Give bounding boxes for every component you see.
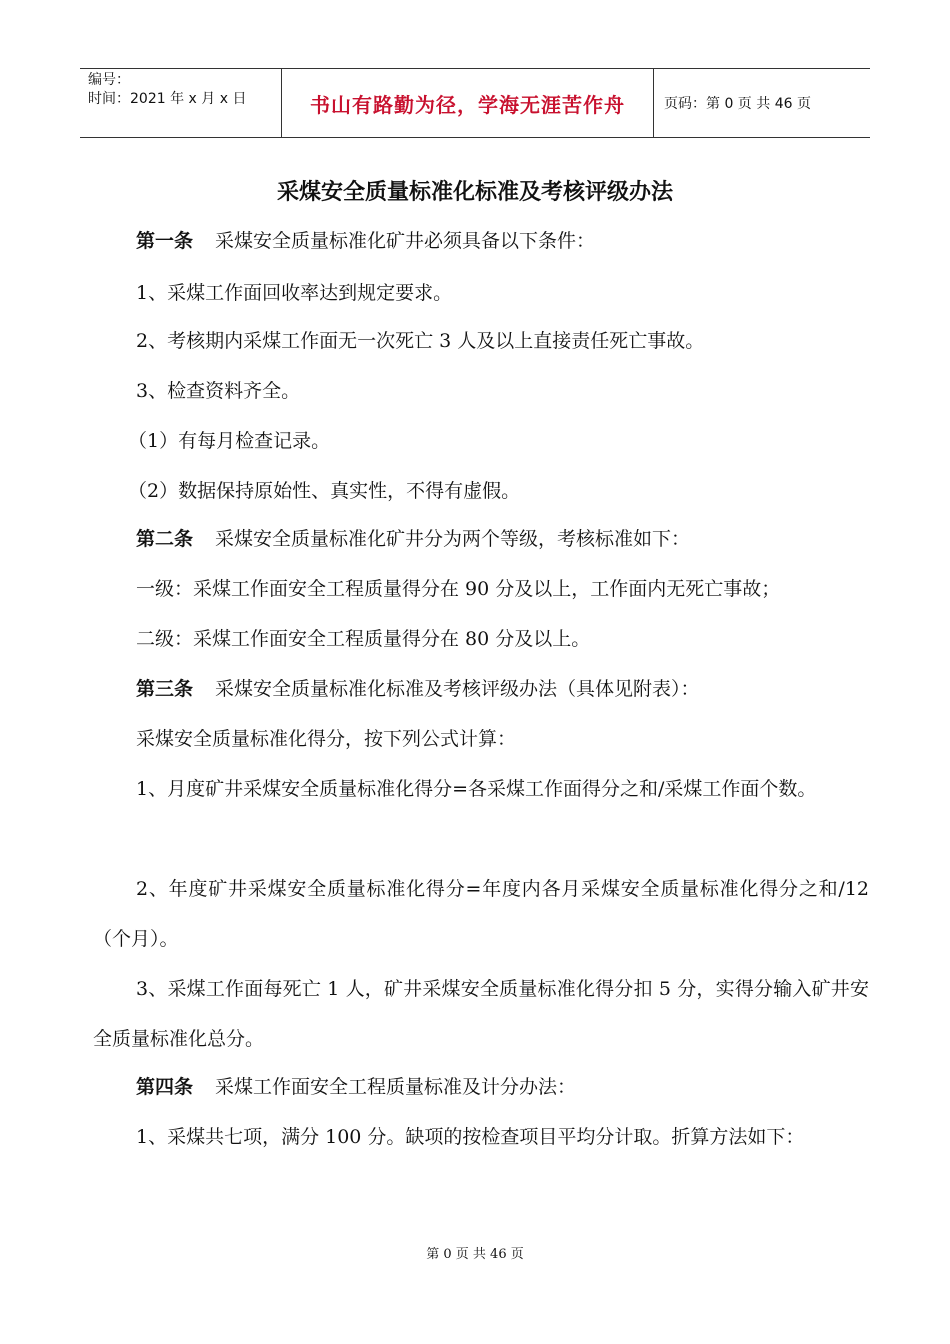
article-label: 第二条 [136, 528, 194, 550]
paragraph: （2）数据保持原始性、真实性，不得有虚假。 [128, 480, 521, 502]
paragraph: 2、年度矿井采煤安全质量标准化得分=年度内各月采煤安全质量标准化得分之和/12（个月）。 [93, 878, 869, 950]
paragraph: 一级：采煤工作面安全工程质量得分在 90 分及以上，工作面内无死亡事故； [136, 578, 781, 600]
article-1 [136, 216, 912, 266]
page-footer: 第 0 页 共 46 页 [426, 1247, 524, 1262]
paragraph: 2、考核期内采煤工作面无一次死亡 3 人及以上直接责任死亡事故。 [136, 330, 705, 352]
article-label: 第三条 [136, 678, 194, 700]
paragraph: （1）有每月检查记录。 [128, 430, 331, 452]
article-text: 采煤安全质量标准化矿井分为两个等级，考核标准如下： [215, 528, 691, 550]
paragraph: 3、采煤工作面每死亡 1 人，矿井采煤安全质量标准化得分扣 5 分，实得分输入矿井安全质量标准化总分。 [93, 978, 869, 1050]
header-page-info: 页码：第 0 页 共 46 页 [664, 96, 811, 112]
header-motto: 书山有路勤为径，学海无涯苦作舟 [282, 69, 654, 137]
paragraph: 3、检查资料齐全。 [136, 380, 301, 402]
article-text: 采煤安全质量标准化矿井必须具备以下条件： [215, 230, 596, 252]
article-label: 第四条 [136, 1076, 194, 1098]
article-2 [136, 514, 912, 564]
paragraph: 采煤安全质量标准化得分，按下列公式计算： [136, 728, 517, 750]
paragraph: 1、采煤工作面回收率达到规定要求。 [136, 282, 453, 304]
article-3 [136, 664, 912, 714]
paragraph: 1、采煤共七项，满分 100 分。缺项的按检查项目平均分计取。折算方法如下： [136, 1126, 805, 1148]
time-label: 时间：2021 年 x 月 x 日 [88, 91, 247, 107]
article-text: 采煤工作面安全工程质量标准及计分办法： [215, 1076, 577, 1098]
paragraph: 二级：采煤工作面安全工程质量得分在 80 分及以上。 [136, 628, 591, 650]
document-title: 采煤安全质量标准化标准及考核评级办法 [276, 180, 673, 205]
number-label: 编号： [88, 72, 130, 88]
document-header [80, 68, 870, 138]
article-label: 第一条 [136, 230, 194, 252]
article-4 [136, 1062, 912, 1112]
paragraph: 1、月度矿井采煤安全质量标准化得分=各采煤工作面得分之和/采煤工作面个数。 [136, 778, 817, 800]
header-meta [80, 69, 282, 137]
article-text: 采煤安全质量标准化标准及考核评级办法（具体见附表）： [215, 678, 700, 700]
